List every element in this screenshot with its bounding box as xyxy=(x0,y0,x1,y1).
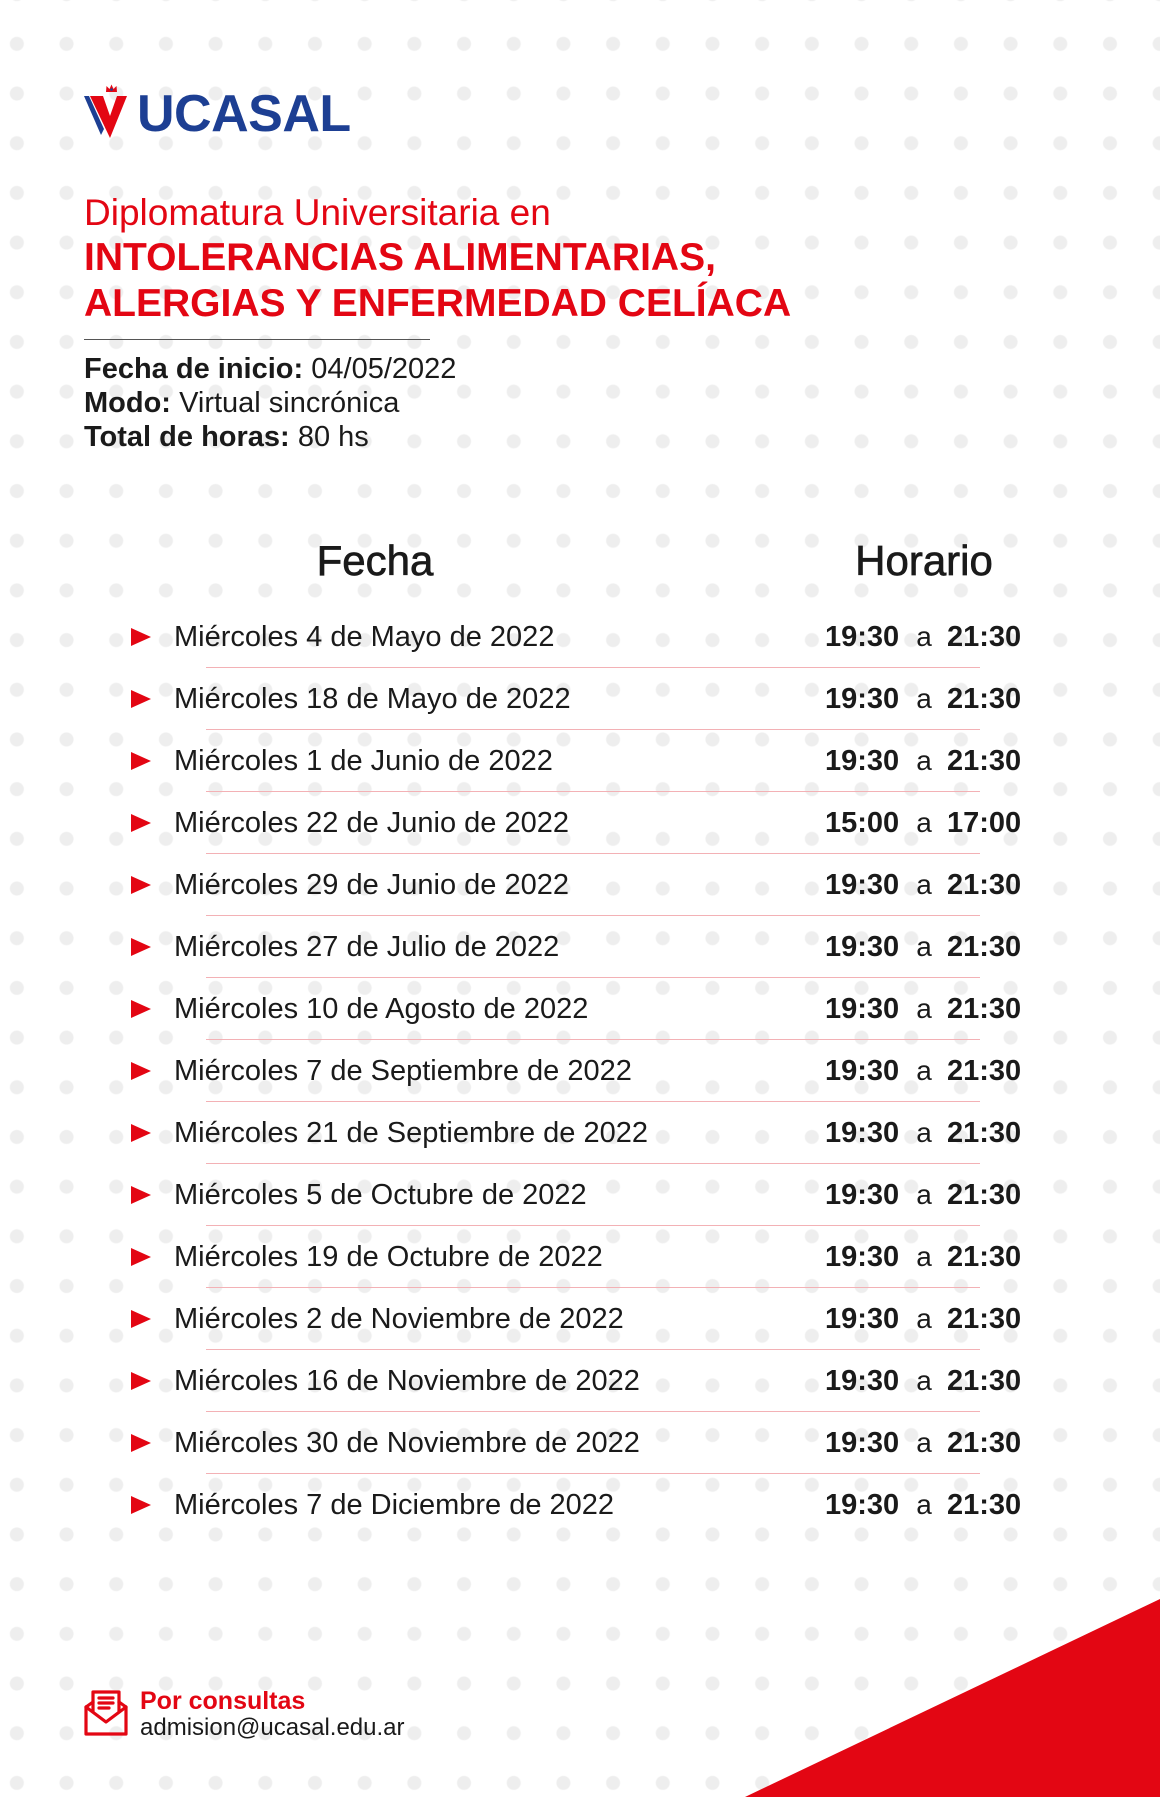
schedule-row xyxy=(0,606,1160,668)
session-date: Miércoles 4 de Mayo de 2022 xyxy=(174,621,555,653)
program-info xyxy=(84,352,456,454)
schedule-row xyxy=(0,854,1160,916)
session-date: Miércoles 7 de Diciembre de 2022 xyxy=(174,1489,615,1521)
session-end-time: 21:30 xyxy=(947,1055,1022,1087)
session-start-time: 19:30 xyxy=(825,683,900,715)
session-end-time: 21:30 xyxy=(947,745,1022,777)
session-start-time: 19:30 xyxy=(825,1365,900,1397)
session-start-time: 19:30 xyxy=(825,993,900,1025)
time-range-separator: a xyxy=(916,807,932,838)
session-date: Miércoles 16 de Noviembre de 2022 xyxy=(174,1365,640,1397)
session-date: Miércoles 10 de Agosto de 2022 xyxy=(174,993,589,1025)
info-mode xyxy=(84,386,456,420)
session-start-time: 19:30 xyxy=(825,931,900,963)
session-start-time: 19:30 xyxy=(825,1055,900,1087)
info-label: Total de horas: xyxy=(84,421,290,453)
schedule-list xyxy=(0,606,1160,1536)
envelope-letter-icon xyxy=(84,1689,128,1736)
schedule-row xyxy=(0,1102,1160,1164)
session-end-time: 21:30 xyxy=(947,1179,1022,1211)
play-arrow-icon xyxy=(131,752,151,770)
info-label: Modo: xyxy=(84,387,171,419)
info-value: 80 hs xyxy=(297,421,369,453)
info-total-hours xyxy=(84,420,456,454)
session-end-time: 21:30 xyxy=(947,1117,1022,1149)
info-value: Virtual sincrónica xyxy=(179,387,400,419)
session-start-time: 19:30 xyxy=(825,745,900,777)
session-start-time: 15:00 xyxy=(825,807,900,839)
session-end-time: 21:30 xyxy=(947,683,1022,715)
play-arrow-icon xyxy=(131,938,151,956)
schedule-row xyxy=(0,1412,1160,1474)
session-end-time: 21:30 xyxy=(947,931,1022,963)
play-arrow-icon xyxy=(131,876,151,894)
schedule-row xyxy=(0,1288,1160,1350)
session-start-time: 19:30 xyxy=(825,1489,900,1521)
title-divider xyxy=(84,339,430,340)
session-end-time: 21:30 xyxy=(947,869,1022,901)
session-end-time: 21:30 xyxy=(947,993,1022,1025)
session-start-time: 19:30 xyxy=(825,1427,900,1459)
play-arrow-icon xyxy=(131,1248,151,1266)
brand-name: UCASAL xyxy=(137,85,351,143)
session-date: Miércoles 1 de Junio de 2022 xyxy=(174,745,553,777)
schedule-row xyxy=(0,668,1160,730)
session-start-time: 19:30 xyxy=(825,1303,900,1335)
play-arrow-icon xyxy=(131,1434,151,1452)
time-range-separator: a xyxy=(916,1179,932,1210)
play-arrow-icon xyxy=(131,1000,151,1018)
session-start-time: 19:30 xyxy=(825,1179,900,1211)
play-arrow-icon xyxy=(131,1186,151,1204)
session-date: Miércoles 27 de Julio de 2022 xyxy=(174,931,560,963)
time-range-separator: a xyxy=(916,1055,932,1086)
play-arrow-icon xyxy=(131,814,151,832)
schedule-row xyxy=(0,1226,1160,1288)
time-range-separator: a xyxy=(916,683,932,714)
time-range-separator: a xyxy=(916,1117,932,1148)
info-label: Fecha de inicio: xyxy=(84,353,304,385)
contact-email: admision@ucasal.edu.ar xyxy=(140,1714,405,1741)
ucasal-logo-icon xyxy=(84,83,127,138)
time-range-separator: a xyxy=(916,1365,932,1396)
program-title-line-2: ALERGIAS Y ENFERMEDAD CELÍACA xyxy=(84,282,792,325)
schedule-row xyxy=(0,730,1160,792)
play-arrow-icon xyxy=(131,1124,151,1142)
time-range-separator: a xyxy=(916,621,932,652)
session-date: Miércoles 5 de Octubre de 2022 xyxy=(174,1179,587,1211)
schedule-row xyxy=(0,978,1160,1040)
session-date: Miércoles 2 de Noviembre de 2022 xyxy=(174,1303,624,1335)
session-date: Miércoles 22 de Junio de 2022 xyxy=(174,807,569,839)
time-range-separator: a xyxy=(916,1489,932,1520)
session-end-time: 17:00 xyxy=(947,807,1022,839)
schedule-row xyxy=(0,916,1160,978)
session-end-time: 21:30 xyxy=(947,1489,1022,1521)
column-header-date: Fecha xyxy=(316,537,434,584)
schedule-row xyxy=(0,1350,1160,1412)
corner-triangle-decoration xyxy=(745,1599,1160,1797)
session-date: Miércoles 7 de Septiembre de 2022 xyxy=(174,1055,632,1087)
session-start-time: 19:30 xyxy=(825,1117,900,1149)
session-start-time: 19:30 xyxy=(825,621,900,653)
session-date: Miércoles 29 de Junio de 2022 xyxy=(174,869,569,901)
time-range-separator: a xyxy=(916,745,932,776)
schedule-row xyxy=(0,1474,1160,1536)
info-value: 04/05/2022 xyxy=(311,353,457,385)
program-title-line-1: INTOLERANCIAS ALIMENTARIAS, xyxy=(84,236,716,279)
column-header-time: Horario xyxy=(855,537,993,584)
session-end-time: 21:30 xyxy=(947,621,1022,653)
play-arrow-icon xyxy=(131,1372,151,1390)
session-end-time: 21:30 xyxy=(947,1303,1022,1335)
play-arrow-icon xyxy=(131,1310,151,1328)
play-arrow-icon xyxy=(131,1062,151,1080)
session-end-time: 21:30 xyxy=(947,1365,1022,1397)
session-start-time: 19:30 xyxy=(825,869,900,901)
session-date: Miércoles 18 de Mayo de 2022 xyxy=(174,683,571,715)
play-arrow-icon xyxy=(131,1496,151,1514)
schedule-row xyxy=(0,1040,1160,1102)
session-date: Miércoles 21 de Septiembre de 2022 xyxy=(174,1117,648,1149)
session-end-time: 21:30 xyxy=(947,1427,1022,1459)
info-start-date xyxy=(84,352,456,386)
play-arrow-icon xyxy=(131,690,151,708)
time-range-separator: a xyxy=(916,869,932,900)
session-start-time: 19:30 xyxy=(825,1241,900,1273)
session-end-time: 21:30 xyxy=(947,1241,1022,1273)
time-range-separator: a xyxy=(916,993,932,1024)
schedule-row xyxy=(0,792,1160,854)
time-range-separator: a xyxy=(916,1427,932,1458)
time-range-separator: a xyxy=(916,931,932,962)
schedule-row xyxy=(0,1164,1160,1226)
time-range-separator: a xyxy=(916,1303,932,1334)
contact-label: Por consultas xyxy=(140,1687,306,1715)
play-arrow-icon xyxy=(131,628,151,646)
program-subtitle: Diplomatura Universitaria en xyxy=(84,192,551,233)
session-date: Miércoles 30 de Noviembre de 2022 xyxy=(174,1427,640,1459)
time-range-separator: a xyxy=(916,1241,932,1272)
session-date: Miércoles 19 de Octubre de 2022 xyxy=(174,1241,603,1273)
